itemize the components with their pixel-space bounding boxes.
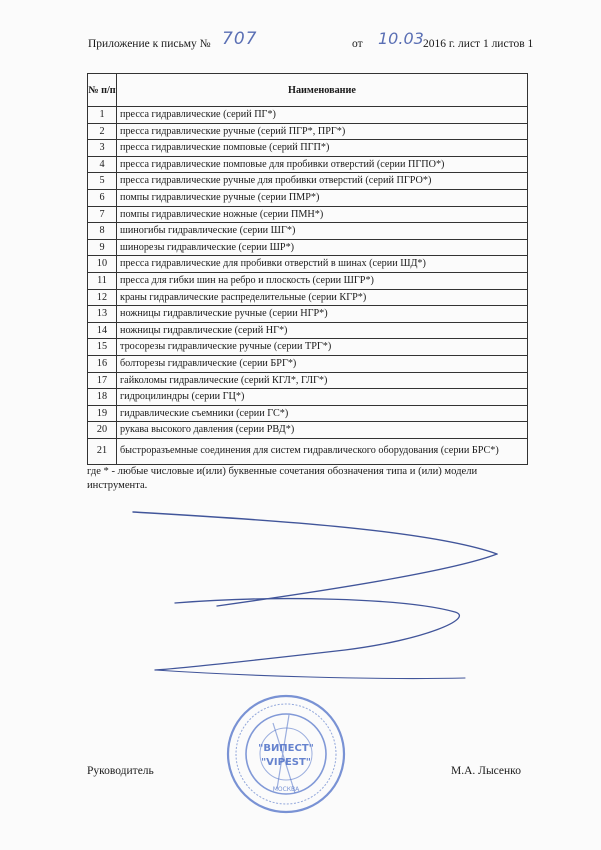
row-item-name: гидравлические съемники (серии ГС*) — [117, 405, 528, 422]
row-item-name: гидроцилиндры (серии ГЦ*) — [117, 389, 528, 406]
row-item-name: быстроразъемные соединения для систем гидравлического оборудования (серии БРС*) — [117, 438, 528, 464]
table-row — [88, 405, 528, 422]
row-number: 18 — [88, 389, 117, 406]
document-header — [88, 29, 558, 56]
row-item-name: пресса гидравлические (серий ПГ*) — [117, 107, 528, 124]
row-item-name: рукава высокого давления (серии РВД*) — [117, 422, 528, 439]
row-number: 16 — [88, 355, 117, 372]
row-item-name: пресса для гибки шин на ребро и плоскость (серии ШГР*) — [117, 272, 528, 289]
row-number: 4 — [88, 156, 117, 173]
row-item-name: гайколомы гидравлические (серий КГЛ*, ГЛГ*) — [117, 372, 528, 389]
handwritten-signature — [125, 500, 505, 685]
column-header-num: № п/п — [88, 74, 117, 107]
table-row — [88, 189, 528, 206]
table-row — [88, 422, 528, 439]
row-item-name: болторезы гидравлические (серии БРГ*) — [117, 355, 528, 372]
items-table — [87, 73, 528, 465]
footnote: где * - любые числовые и(или) буквенные сочетания обозначения типа и (или) модели инструмента. — [87, 466, 478, 491]
row-number: 21 — [88, 438, 117, 464]
row-item-name: тросорезы гидравлические ручные (серии ТРГ*) — [117, 339, 528, 356]
seal-name-cyrillic: "ВИПЕСТ" — [258, 743, 314, 754]
table-row — [88, 223, 528, 240]
table-row — [88, 322, 528, 339]
date-from-label: от — [352, 38, 363, 50]
row-number: 13 — [88, 306, 117, 323]
year-and-sheets: 2016 г. лист 1 листов 1 — [423, 38, 534, 50]
row-item-name: помпы гидравлические ручные (серии ПМР*) — [117, 189, 528, 206]
row-number: 12 — [88, 289, 117, 306]
row-number: 10 — [88, 256, 117, 273]
table-row — [88, 438, 528, 464]
row-number: 8 — [88, 223, 117, 240]
table-header-row — [88, 74, 528, 107]
row-item-name: пресса гидравлические ручные (серий ПГР*, ПРГ*) — [117, 123, 528, 140]
handwritten-letter-number: 707 — [222, 29, 258, 49]
column-header-name: Наименование — [117, 74, 528, 107]
signatory-role: Руководитель — [87, 765, 154, 777]
seal-name-latin: "VIPEST" — [260, 757, 312, 768]
row-item-name: ножницы гидравлические (серий НГ*) — [117, 322, 528, 339]
row-item-name: пресса гидравлические помповые для пробивки отверстий (серии ПГПО*) — [117, 156, 528, 173]
table-row — [88, 372, 528, 389]
row-number: 5 — [88, 173, 117, 190]
table-row — [88, 123, 528, 140]
row-item-name: шиногибы гидравлические (серии ШГ*) — [117, 223, 528, 240]
handwritten-date: 10.03 — [378, 29, 424, 48]
table-row — [88, 256, 528, 273]
table-row — [88, 272, 528, 289]
row-number: 11 — [88, 272, 117, 289]
row-item-name: пресса гидравлические ручные для пробивки отверстий (серий ПГРО*) — [117, 173, 528, 190]
row-number: 3 — [88, 140, 117, 157]
table-row — [88, 355, 528, 372]
row-number: 2 — [88, 123, 117, 140]
row-number: 17 — [88, 372, 117, 389]
row-number: 20 — [88, 422, 117, 439]
table-row — [88, 306, 528, 323]
row-number: 7 — [88, 206, 117, 223]
table-row — [88, 156, 528, 173]
row-number: 1 — [88, 107, 117, 124]
row-number: 14 — [88, 322, 117, 339]
row-item-name: ножницы гидравлические ручные (серии НГР*) — [117, 306, 528, 323]
table-row — [88, 107, 528, 124]
signatory-name: М.А. Лысенко — [451, 765, 521, 777]
table-row — [88, 289, 528, 306]
table-row — [88, 389, 528, 406]
table-row — [88, 239, 528, 256]
row-number: 19 — [88, 405, 117, 422]
row-item-name: краны гидравлические распределительные (серии КГР*) — [117, 289, 528, 306]
row-number: 9 — [88, 239, 117, 256]
row-item-name: помпы гидравлические ножные (серии ПМН*) — [117, 206, 528, 223]
row-number: 15 — [88, 339, 117, 356]
table-row — [88, 173, 528, 190]
row-item-name: пресса гидравлические для пробивки отверстий в шинах (серии ШД*) — [117, 256, 528, 273]
row-item-name: шинорезы гидравлические (серии ШР*) — [117, 239, 528, 256]
table-row — [88, 206, 528, 223]
row-item-name: пресса гидравлические помповые (серий ПГП*) — [117, 140, 528, 157]
company-seal — [225, 693, 347, 815]
seal-city: МОСКВА — [272, 786, 300, 793]
appendix-label: Приложение к письму № — [88, 38, 211, 50]
table-row — [88, 140, 528, 157]
table-row — [88, 339, 528, 356]
row-number: 6 — [88, 189, 117, 206]
